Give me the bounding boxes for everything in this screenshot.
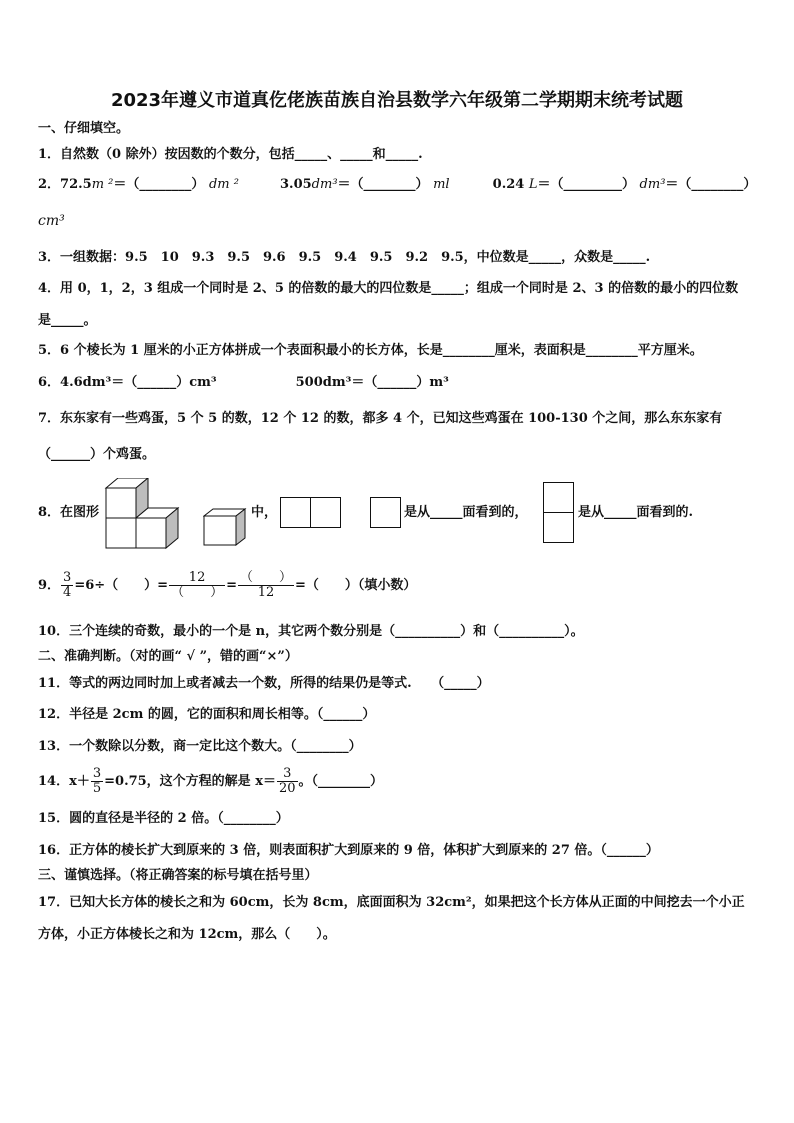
q9-part-3: =（ ）（填小数） xyxy=(295,578,417,593)
question-5: 5．6 个棱长为 1 厘米的小正方体拼成一个表面积最小的长方体，长是________厘米，表面积是________平方厘米。 xyxy=(38,343,703,358)
q14-f2-den: 20 xyxy=(278,781,296,796)
q2-b-unit2: ml xyxy=(433,177,450,192)
question-7-line-1: 7．东东家有一些鸡蛋，5 个 5 的数，12 个 12 的数，都多 4 个，已知这些鸡蛋在 100-130 个之间，那么东东家有 xyxy=(38,411,723,426)
q14-f2-num: 3 xyxy=(283,766,292,781)
q14-fraction-2 xyxy=(277,767,298,796)
question-15: 15．圆的直径是半径的 2 倍。（________） xyxy=(38,811,289,826)
question-10: 10．三个连续的奇数，最小的一个是 n，其它两个数分别是（__________）和（__________）。 xyxy=(38,624,584,639)
question-1: 1．自然数（0 除外）按因数的个数分，包括_____、_____和_____. xyxy=(38,147,423,162)
q2-b-value: 3.05 xyxy=(280,177,312,192)
question-3: 3．一组数据：9.5 10 9.3 9.5 9.6 9.5 9.4 9.5 9.2 9.5，中位数是_____，众数是_____. xyxy=(38,250,651,265)
q8-text-c: 是从_____面看到的， xyxy=(404,505,528,520)
section-3-heading: 三、谨慎选择。（将正确答案的标号填在括号里） xyxy=(38,868,318,883)
question-12: 12．半径是 2cm 的圆，它的面积和周长相等。（______） xyxy=(38,707,376,722)
question-6 xyxy=(38,374,449,392)
q8-text-a: 8．在图形 xyxy=(38,505,100,520)
question-17-line-2: 方体，小正方体棱长之和为 12cm，那么（ ）。 xyxy=(38,927,336,942)
question-4-line-1: 4．用 0，1，2，3 组成一个同时是 2、5 的倍数的最大的四位数是_____；组成一个同时是 2、3 的倍数的最小的四位数 xyxy=(38,281,739,296)
q9-f2-num: 12 xyxy=(188,570,206,585)
q2-a-blank: ＝（________） xyxy=(113,177,205,192)
question-16: 16．正方体的棱长扩大到原来的 3 倍，则表面积扩大到原来的 9 倍，体积扩大到原来的 27 倍。（______） xyxy=(38,843,659,858)
q2-c-blank: ＝（_________） xyxy=(537,177,636,192)
q2-a-unit: m ² xyxy=(91,177,114,192)
q2-a-value: 2．72.5 xyxy=(38,177,92,192)
one-square-view xyxy=(370,497,402,529)
q14-f1-num: 3 xyxy=(92,766,102,781)
q6-part-b: 500dm³＝（______）m³ xyxy=(295,375,449,390)
q14-part-2: =0.75，这个方程的解是 x＝ xyxy=(104,774,276,789)
question-2 xyxy=(38,176,756,194)
q9-fraction-2 xyxy=(169,571,225,600)
q2-c-blank2: ＝（________） xyxy=(665,177,757,192)
q14-f1-den: 5 xyxy=(92,781,102,796)
q9-f1-num: 3 xyxy=(63,570,72,585)
q8-text-b: 中， xyxy=(251,505,278,520)
q9-part-1: =6÷（ ）= xyxy=(74,578,169,593)
stacked-cubes-figure xyxy=(104,478,182,550)
q2-a-unit2: dm ² xyxy=(208,177,239,192)
q9-f3-num: （ ） xyxy=(239,570,292,585)
q14-fraction-1 xyxy=(91,767,103,796)
page-title: 2023年遵义市道真仡佬族苗族自治县数学六年级第二学期期末统考试题 xyxy=(110,90,684,111)
q2-continuation-unit: cm³ xyxy=(38,213,65,229)
q8-text-d: 是从_____面看到的. xyxy=(578,505,694,520)
two-squares-view xyxy=(280,497,342,529)
q2-b-unit: dm³ xyxy=(311,177,338,192)
q14-part-3: 。（________） xyxy=(298,774,384,789)
question-7-line-2: （______）个鸡蛋。 xyxy=(38,447,156,462)
vertical-squares-view xyxy=(543,482,575,544)
q9-prefix: 9． xyxy=(38,578,61,593)
question-13: 13．一个数除以分数，商一定比这个数大。（________） xyxy=(38,739,362,754)
q9-fraction-1 xyxy=(61,571,73,600)
q2-b-blank: ＝（________） xyxy=(337,177,429,192)
question-9 xyxy=(38,568,416,604)
section-1-heading: 一、仔细填空。 xyxy=(38,121,130,136)
q9-fraction-3 xyxy=(238,571,294,600)
q9-f2-den: （ ） xyxy=(171,585,224,600)
question-4-line-2: 是_____。 xyxy=(38,313,97,328)
question-14 xyxy=(38,764,383,800)
q6-part-a: 6．4.6dm³＝（______）cm³ xyxy=(38,375,217,390)
q14-part-1: 14．x＋ xyxy=(38,774,90,789)
q2-c-value: 0.24 xyxy=(492,177,525,192)
q9-f1-den: 4 xyxy=(63,585,72,600)
q9-part-2: = xyxy=(226,578,237,593)
section-2-heading: 二、准确判断。（对的画“ √ ”，错的画“×”） xyxy=(38,649,298,664)
question-11: 11．等式的两边同时加上或者减去一个数，所得的结果仍是等式. （_____） xyxy=(38,676,490,691)
single-cube-figure xyxy=(203,508,247,546)
q9-f3-den: 12 xyxy=(238,585,294,600)
q2-c-unit: L xyxy=(528,177,538,192)
q2-c-unit2: dm³ xyxy=(639,177,666,192)
question-17-line-1: 17．已知大长方体的棱长之和为 60cm，长为 8cm，底面面积为 32cm²，如果把这个长方体从正面的中间挖去一个小正 xyxy=(38,895,745,910)
